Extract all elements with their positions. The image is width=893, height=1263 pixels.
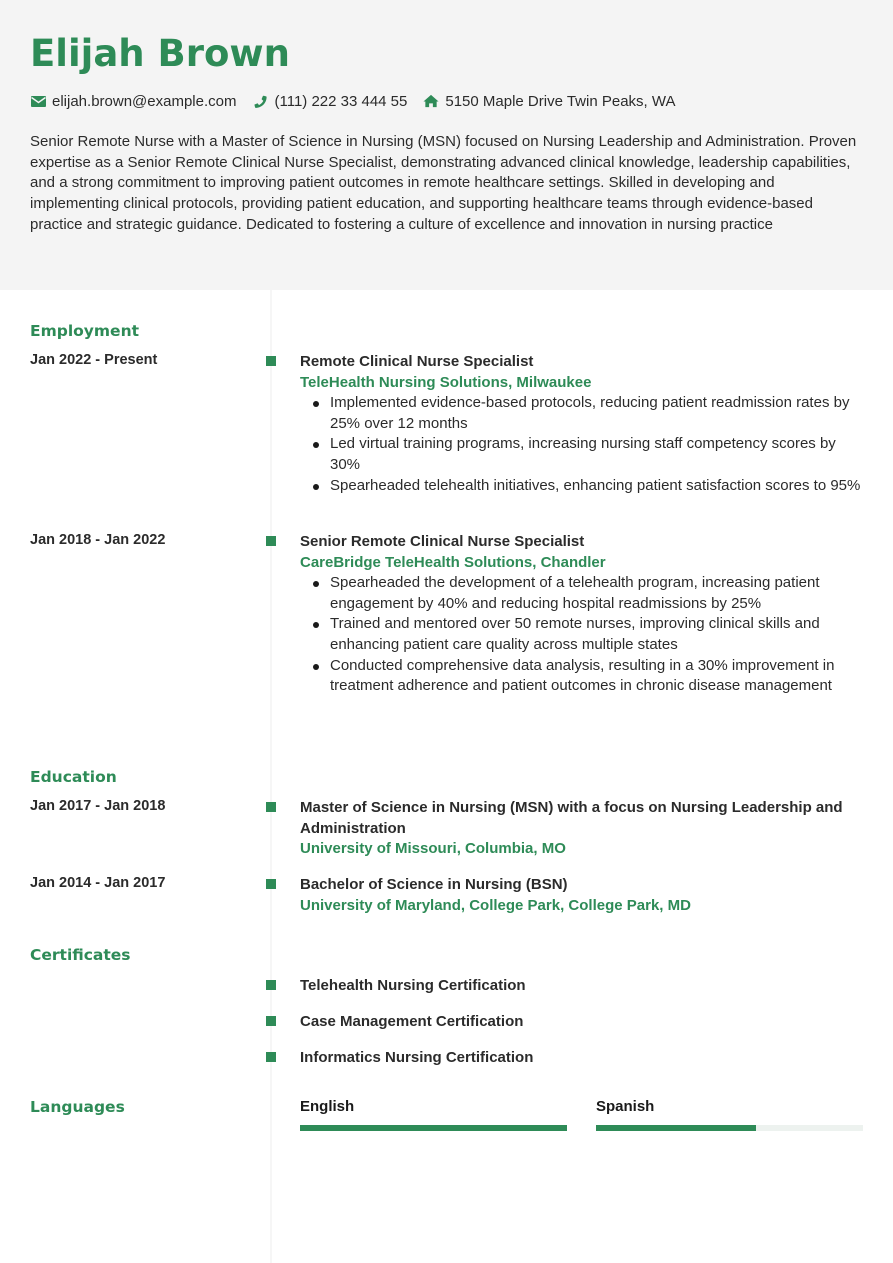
certificate-name: Case Management Certification: [300, 1013, 524, 1030]
education-date: Jan 2017 - Jan 2018: [30, 798, 166, 814]
language-item: [300, 1098, 567, 1131]
job-achievements: [300, 393, 863, 496]
timeline-marker-icon: [266, 802, 276, 812]
achievement-item: Trained and mentored over 50 remote nurses, improving clinical skills and enhancing patient care quality across multiple states: [300, 614, 863, 655]
achievement-item: Conducted comprehensive data analysis, resulting in a 30% improvement in treatment adherence and patient outcomes in chronic disease management: [300, 656, 863, 697]
professional-summary: Senior Remote Nurse with a Master of Science in Nursing (MSN) focused on Nursing Leadership and Administration. Proven expertise as a Senior Remote Clinical Nurse Specialist, demonstrating advanced clinical knowledge, leadership capabilities, and a strong commitment to improving patient outcomes in remote healthcare settings. Skilled in developing and implementing clinical protocols, providing patient education, and supporting healthcare teams through evidence-based practice and strategic guidance. Dedicated to fostering a culture of excellence and innovation in nursing practice: [30, 133, 857, 233]
achievement-item: Spearheaded telehealth initiatives, enhancing patient satisfaction scores to 95%: [300, 476, 863, 497]
column-divider: [270, 290, 272, 1263]
section-title-certificates: Certificates: [30, 946, 131, 964]
achievement-item: Implemented evidence-based protocols, reducing patient readmission rates by 25% over 12 months: [300, 393, 863, 434]
employment-date: Jan 2022 - Present: [30, 352, 158, 368]
employment-date: Jan 2018 - Jan 2022: [30, 532, 166, 548]
employer: CareBridge TeleHealth Solutions, Chandler: [300, 553, 606, 571]
language-item: [596, 1098, 863, 1131]
achievement-item: Spearheaded the development of a telehealth program, increasing patient engagement by 40% and reducing hospital readmissions by 25%: [300, 573, 863, 614]
timeline-marker-icon: [266, 356, 276, 366]
candidate-name: Elijah Brown: [30, 32, 290, 75]
phone-icon: [252, 94, 268, 108]
contact-address: [423, 93, 675, 110]
timeline-marker-icon: [266, 879, 276, 889]
certificate-name: Telehealth Nursing Certification: [300, 977, 526, 994]
employer: TeleHealth Nursing Solutions, Milwaukee: [300, 373, 592, 391]
job-title: Remote Clinical Nurse Specialist: [300, 353, 534, 370]
achievement-item: Led virtual training programs, increasing nursing staff competency scores by 30%: [300, 434, 863, 475]
home-icon: [423, 94, 439, 108]
timeline-marker-icon: [266, 1052, 276, 1062]
timeline-marker-icon: [266, 1016, 276, 1026]
language-name: Spanish: [596, 1098, 655, 1115]
language-level-bar: [596, 1125, 863, 1131]
phone-number[interactable]: (111) 222 33 444 55: [274, 92, 408, 110]
contact-phone: [252, 93, 407, 110]
certificate-name: Informatics Nursing Certification: [300, 1049, 534, 1066]
job-achievements: [300, 573, 863, 697]
degree: Bachelor of Science in Nursing (BSN): [300, 876, 568, 893]
section-title-languages: Languages: [30, 1098, 125, 1116]
address-text: 5150 Maple Drive Twin Peaks, WA: [445, 92, 676, 110]
email-link[interactable]: elijah.brown@example.com: [52, 92, 237, 110]
language-level-fill: [596, 1125, 756, 1131]
contact-email: [30, 93, 236, 110]
contact-info: [30, 91, 863, 111]
school: University of Maryland, College Park, College Park, MD: [300, 896, 691, 914]
language-level-fill: [300, 1125, 567, 1131]
timeline-marker-icon: [266, 980, 276, 990]
education-date: Jan 2014 - Jan 2017: [30, 875, 166, 891]
degree: Master of Science in Nursing (MSN) with a focus on Nursing Leadership and Administration: [300, 799, 843, 837]
language-name: English: [300, 1098, 355, 1115]
section-title-education: Education: [30, 768, 117, 786]
resume-header: [0, 0, 893, 290]
language-level-bar: [300, 1125, 567, 1131]
timeline-marker-icon: [266, 536, 276, 546]
section-title-employment: Employment: [30, 322, 140, 340]
job-title: Senior Remote Clinical Nurse Specialist: [300, 533, 585, 550]
envelope-icon: [30, 94, 46, 108]
school: University of Missouri, Columbia, MO: [300, 840, 566, 858]
